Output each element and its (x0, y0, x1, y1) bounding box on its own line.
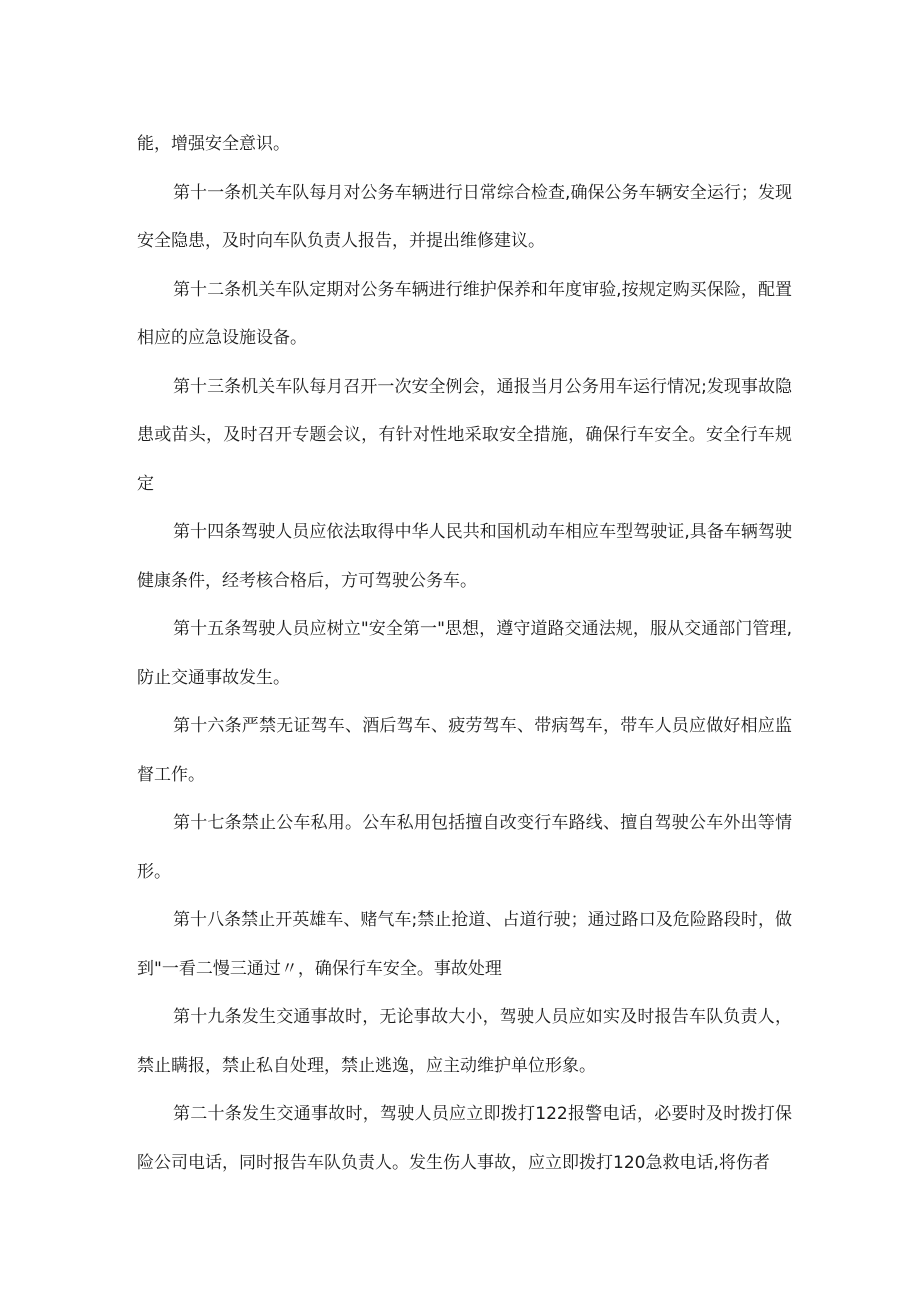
paragraph: 第十七条禁止公车私用。公车私用包括擅自改变行车路线、擅自驾驶公车外出等情形。 (137, 813, 792, 882)
paragraph: 第十二条机关车队定期对公务车辆进行维护保养和年度审验,按规定购买保险，配置相应的应急设施设备。 (137, 279, 792, 348)
document-body (137, 120, 792, 1187)
paragraph: 第二十条发生交通事故时，驾驶人员应立即拨打122报警电话，必要时及时拨打保险公司电话，同时报告车队负责人。发生伤人事故，应立即拨打120急救电话,将伤者 (137, 1104, 792, 1173)
paragraph: 第十五条驾驶人员应树立"安全第一"思想，遵守道路交通法规，服从交通部门管理,防止交通事故发生。 (137, 619, 792, 688)
paragraph: 第十三条机关车队每月召开一次安全例会，通报当月公务用车运行情况;发现事故隐患或苗头，及时召开专题会议，有针对性地采取安全措施，确保行车安全。安全行车规定 (137, 376, 792, 494)
paragraph: 第十九条发生交通事故时，无论事故大小，驾驶人员应如实及时报告车队负责人，禁止瞒报，禁止私自处理，禁止逃逸，应主动维护单位形象。 (137, 1007, 792, 1076)
paragraph: 能，增强安全意识。 (137, 134, 290, 154)
paragraph: 第十四条驾驶人员应依法取得中华人民共和国机动车相应车型驾驶证,具备车辆驾驶健康条件，经考核合格后，方可驾驶公务车。 (137, 522, 792, 591)
paragraph: 第十一条机关车队每月对公务车辆进行日常综合检查,确保公务车辆安全运行；发现安全隐患，及时向车队负责人报告，并提出维修建议。 (137, 182, 792, 251)
paragraph: 第十八条禁止开英雄车、赌气车;禁止抢道、占道行驶；通过路口及危险路段时，做到"一看二慢三通过〃，确保行车安全。事故处理 (137, 910, 792, 979)
paragraph: 第十六条严禁无证驾车、酒后驾车、疲劳驾车、带病驾车，带车人员应做好相应监督工作。 (137, 716, 792, 785)
